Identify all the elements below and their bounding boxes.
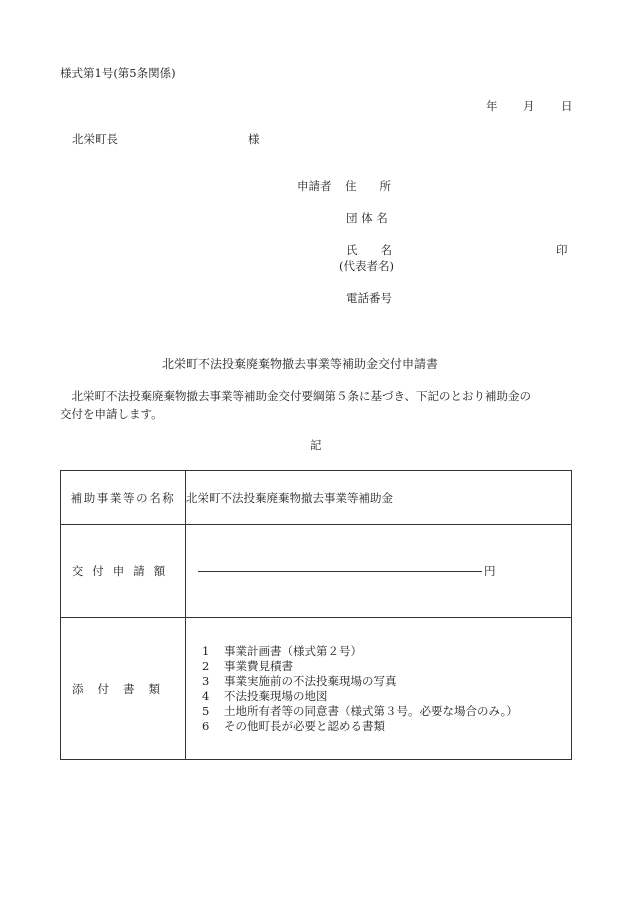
seal-mark: 印	[556, 243, 568, 257]
requested-amount-label: 交付申請額	[71, 564, 175, 578]
application-table	[60, 470, 572, 760]
ki-mark: 記	[310, 438, 322, 452]
table-label-cell	[61, 525, 186, 618]
form-number: 様式第1号(第5条関係)	[60, 66, 176, 80]
applicant-phone-label: 電話番号	[346, 291, 392, 305]
list-item: 1 事業計画書（様式第２号）	[202, 643, 362, 658]
table-row	[61, 471, 572, 525]
applicant-group-label: 団 体 名	[346, 211, 388, 225]
applicant-representative-label: (代表者名)	[339, 259, 394, 273]
applicant-name-label: 氏 名	[346, 243, 392, 257]
yen-unit: 円	[484, 564, 496, 578]
table-value-cell	[186, 618, 572, 760]
date-year-label: 年	[486, 99, 498, 113]
body-text-line2: 交付を申請します。	[60, 407, 163, 421]
subsidy-name-label: 補助事業等の名称	[70, 490, 176, 505]
list-item: 6 その他町長が必要と認める書類	[202, 718, 385, 733]
amount-underline	[198, 571, 482, 572]
body-text-line1: 北栄町不法投棄廃棄物撤去事業等補助金交付要綱第５条に基づき、下記のとおり補助金の	[60, 389, 532, 403]
table-value-cell	[186, 471, 572, 525]
table-label-cell	[61, 471, 186, 525]
subsidy-name-value: 北栄町不法投棄廃棄物撤去事業等補助金	[186, 490, 393, 505]
list-item: 4 不法投棄現場の地図	[202, 688, 328, 703]
applicant-address-label: 住 所	[345, 179, 391, 193]
amount-field	[186, 561, 571, 581]
attachments-label: 添付書類	[72, 681, 174, 696]
list-item: 2 事業費見積書	[202, 658, 293, 673]
list-item: 5 土地所有者等の同意書（様式第３号。必要な場合のみ。）	[202, 703, 518, 718]
date-day-label: 日	[561, 99, 573, 113]
table-row	[61, 525, 572, 618]
applicant-heading: 申請者	[297, 179, 332, 193]
addressee-honorific: 様	[248, 132, 260, 146]
addressee-name: 北栄町長	[72, 132, 118, 146]
list-item: 3 事業実施前の不法投棄現場の写真	[202, 673, 397, 688]
document-title: 北栄町不法投棄廃棄物撤去事業等補助金交付申請書	[162, 357, 439, 371]
table-label-cell	[61, 618, 186, 760]
date-month-label: 月	[523, 99, 535, 113]
attachments-list	[202, 644, 571, 734]
table-value-cell	[186, 525, 572, 618]
table-row	[61, 618, 572, 760]
